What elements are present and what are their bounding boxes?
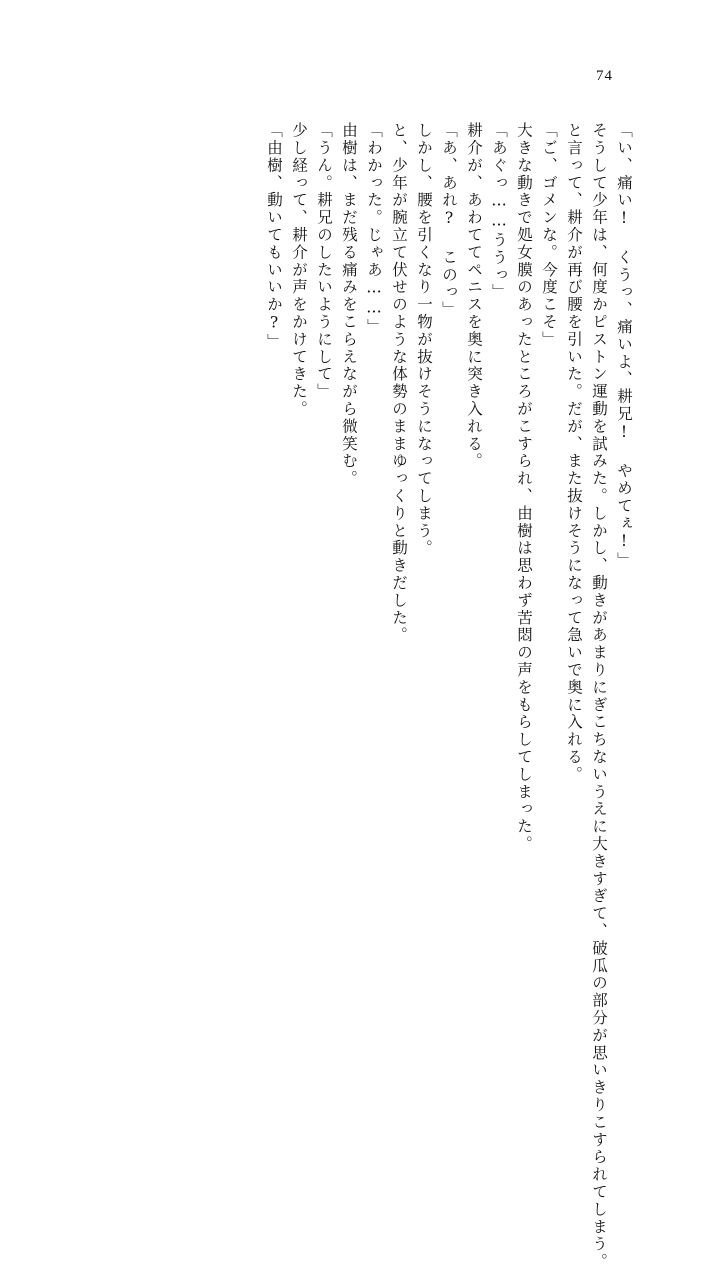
text-column: 「い、痛い! くうっ、痛いよ、耕兄! やめてぇ!」 [615,122,633,570]
text-column: 「あぐっ……ううっ」 [490,122,508,301]
vertical-text-body [71,122,633,1270]
text-column: 耕介が、あわててペニスを奥に突き入れる。 [465,122,483,470]
text-column: 大きな動きで処女膜のあったところがこすられ、由樹は思わず苦悶の声をもらしてしまった。 [515,122,533,853]
text-column: しかし、腰を引くなり一物が抜けそうになってしまう。 [415,122,433,557]
text-column: と、少年が腕立て伏せのような体勢のままゆっくりと動きだした。 [390,122,408,644]
text-column: 「由樹、動いてもいいか?」 [265,122,283,351]
text-column: そうして少年は、何度かピストン運動を試みた。しかし、動きがあまりにぎこちないうえに大きすぎて、破瓜の部分が思いきりこすられてしまう。 [590,122,608,1270]
page-number: 74 [596,68,613,84]
text-column: 由樹は、まだ残る痛みをこらえながら微笑む。 [340,122,358,488]
text-column: 少し経って、耕介が声をかけてきた。 [290,122,308,418]
text-column: と言って、耕介が再び腰を引いた。だが、また抜けそうになって急いで奥に入れる。 [565,122,583,784]
text-column: 「わかった。じゃあ……」 [365,122,383,336]
text-column: 「ご、ゴメンな。今度こそ」 [540,122,558,349]
text-column: 「あ、あれ? このっ」 [440,122,458,319]
text-column: 「うん。耕兄のしたいようにして」 [315,122,333,401]
